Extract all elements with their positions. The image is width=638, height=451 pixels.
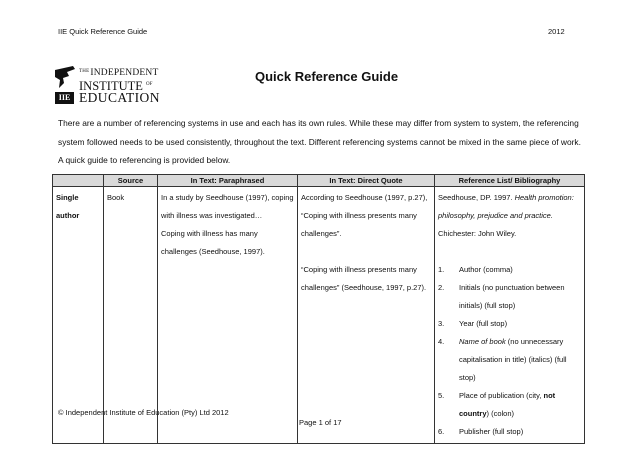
running-header-title: IIE Quick Reference Guide bbox=[58, 27, 148, 36]
cell-paraphrased bbox=[158, 187, 298, 444]
logo-line-1: $^{THE}$INDEPENDENT bbox=[79, 68, 159, 78]
quote-example-2: “Coping with illness presents many challenges” (Seedhouse, 1997, p.27). bbox=[301, 265, 427, 292]
iie-badge: IIE bbox=[55, 92, 74, 104]
bird-emblem-icon bbox=[55, 66, 75, 91]
column-header-direct-quote: In Text: Direct Quote bbox=[298, 175, 435, 187]
paraphrased-example-2: Coping with illness has many challenges (Seedhouse, 1997). bbox=[161, 229, 265, 256]
paraphrased-example-1: In a study by Seedhouse (1997), coping with illness was investigated… bbox=[161, 193, 294, 220]
cell-direct-quote bbox=[298, 187, 435, 444]
page-title: Quick Reference Guide bbox=[255, 69, 399, 84]
cell-reference-list bbox=[435, 187, 585, 444]
table-header-row bbox=[53, 175, 585, 187]
list-item: 1. Author (comma) bbox=[438, 265, 513, 274]
institution-logo bbox=[55, 66, 177, 104]
reference-example: Seedhouse, DP. 1997. Health promotion: philosophy, prejudice and practice. bbox=[438, 193, 574, 220]
copyright-footer: © Independent Institute of Education (Pty) Ltd 2012 bbox=[58, 408, 229, 417]
list-item: 5. Place of publication (city, not country) (colon) bbox=[438, 391, 556, 418]
logo-line-2: INSTITUTE $^{OF}$ bbox=[79, 79, 153, 93]
column-header-reference-list: Reference List/ Bibliography bbox=[435, 175, 585, 187]
quote-example-1: According to Seedhouse (1997, p.27), “Coping with illness presents many challenges”. bbox=[301, 193, 428, 238]
column-header-paraphrased: In Text: Paraphrased bbox=[158, 175, 298, 187]
list-item: 2. Initials (no punctuation between initials) (full stop) bbox=[438, 283, 565, 310]
table-row bbox=[53, 187, 585, 444]
running-header-year: 2012 bbox=[548, 27, 565, 36]
list-item: 3. Year (full stop) bbox=[438, 319, 508, 328]
logo-line-3: EDUCATION bbox=[79, 90, 160, 105]
list-item: 4. Name of book (no unnecessary capitalisation in title) (italics) (full stop) bbox=[438, 337, 567, 382]
intro-paragraph: There are a number of referencing systems in use and each has its own rules. While these may differ from system to system, the referencing system followed needs to be used consistently, throughout the text. Different referencing systems cannot be mixed in the same piece of work. A quick guide to referencing is provided below. bbox=[58, 118, 581, 165]
list-item: 6. Publisher (full stop) bbox=[438, 427, 524, 436]
column-header-source: Source bbox=[104, 175, 158, 187]
page-number: Page 1 of 17 bbox=[299, 418, 342, 427]
reference-table bbox=[52, 174, 585, 444]
column-header-type bbox=[53, 175, 104, 187]
cell-type: Single author bbox=[53, 187, 104, 444]
reference-publisher: Chichester: John Wiley. bbox=[438, 229, 517, 238]
cell-source: Book bbox=[104, 187, 158, 444]
